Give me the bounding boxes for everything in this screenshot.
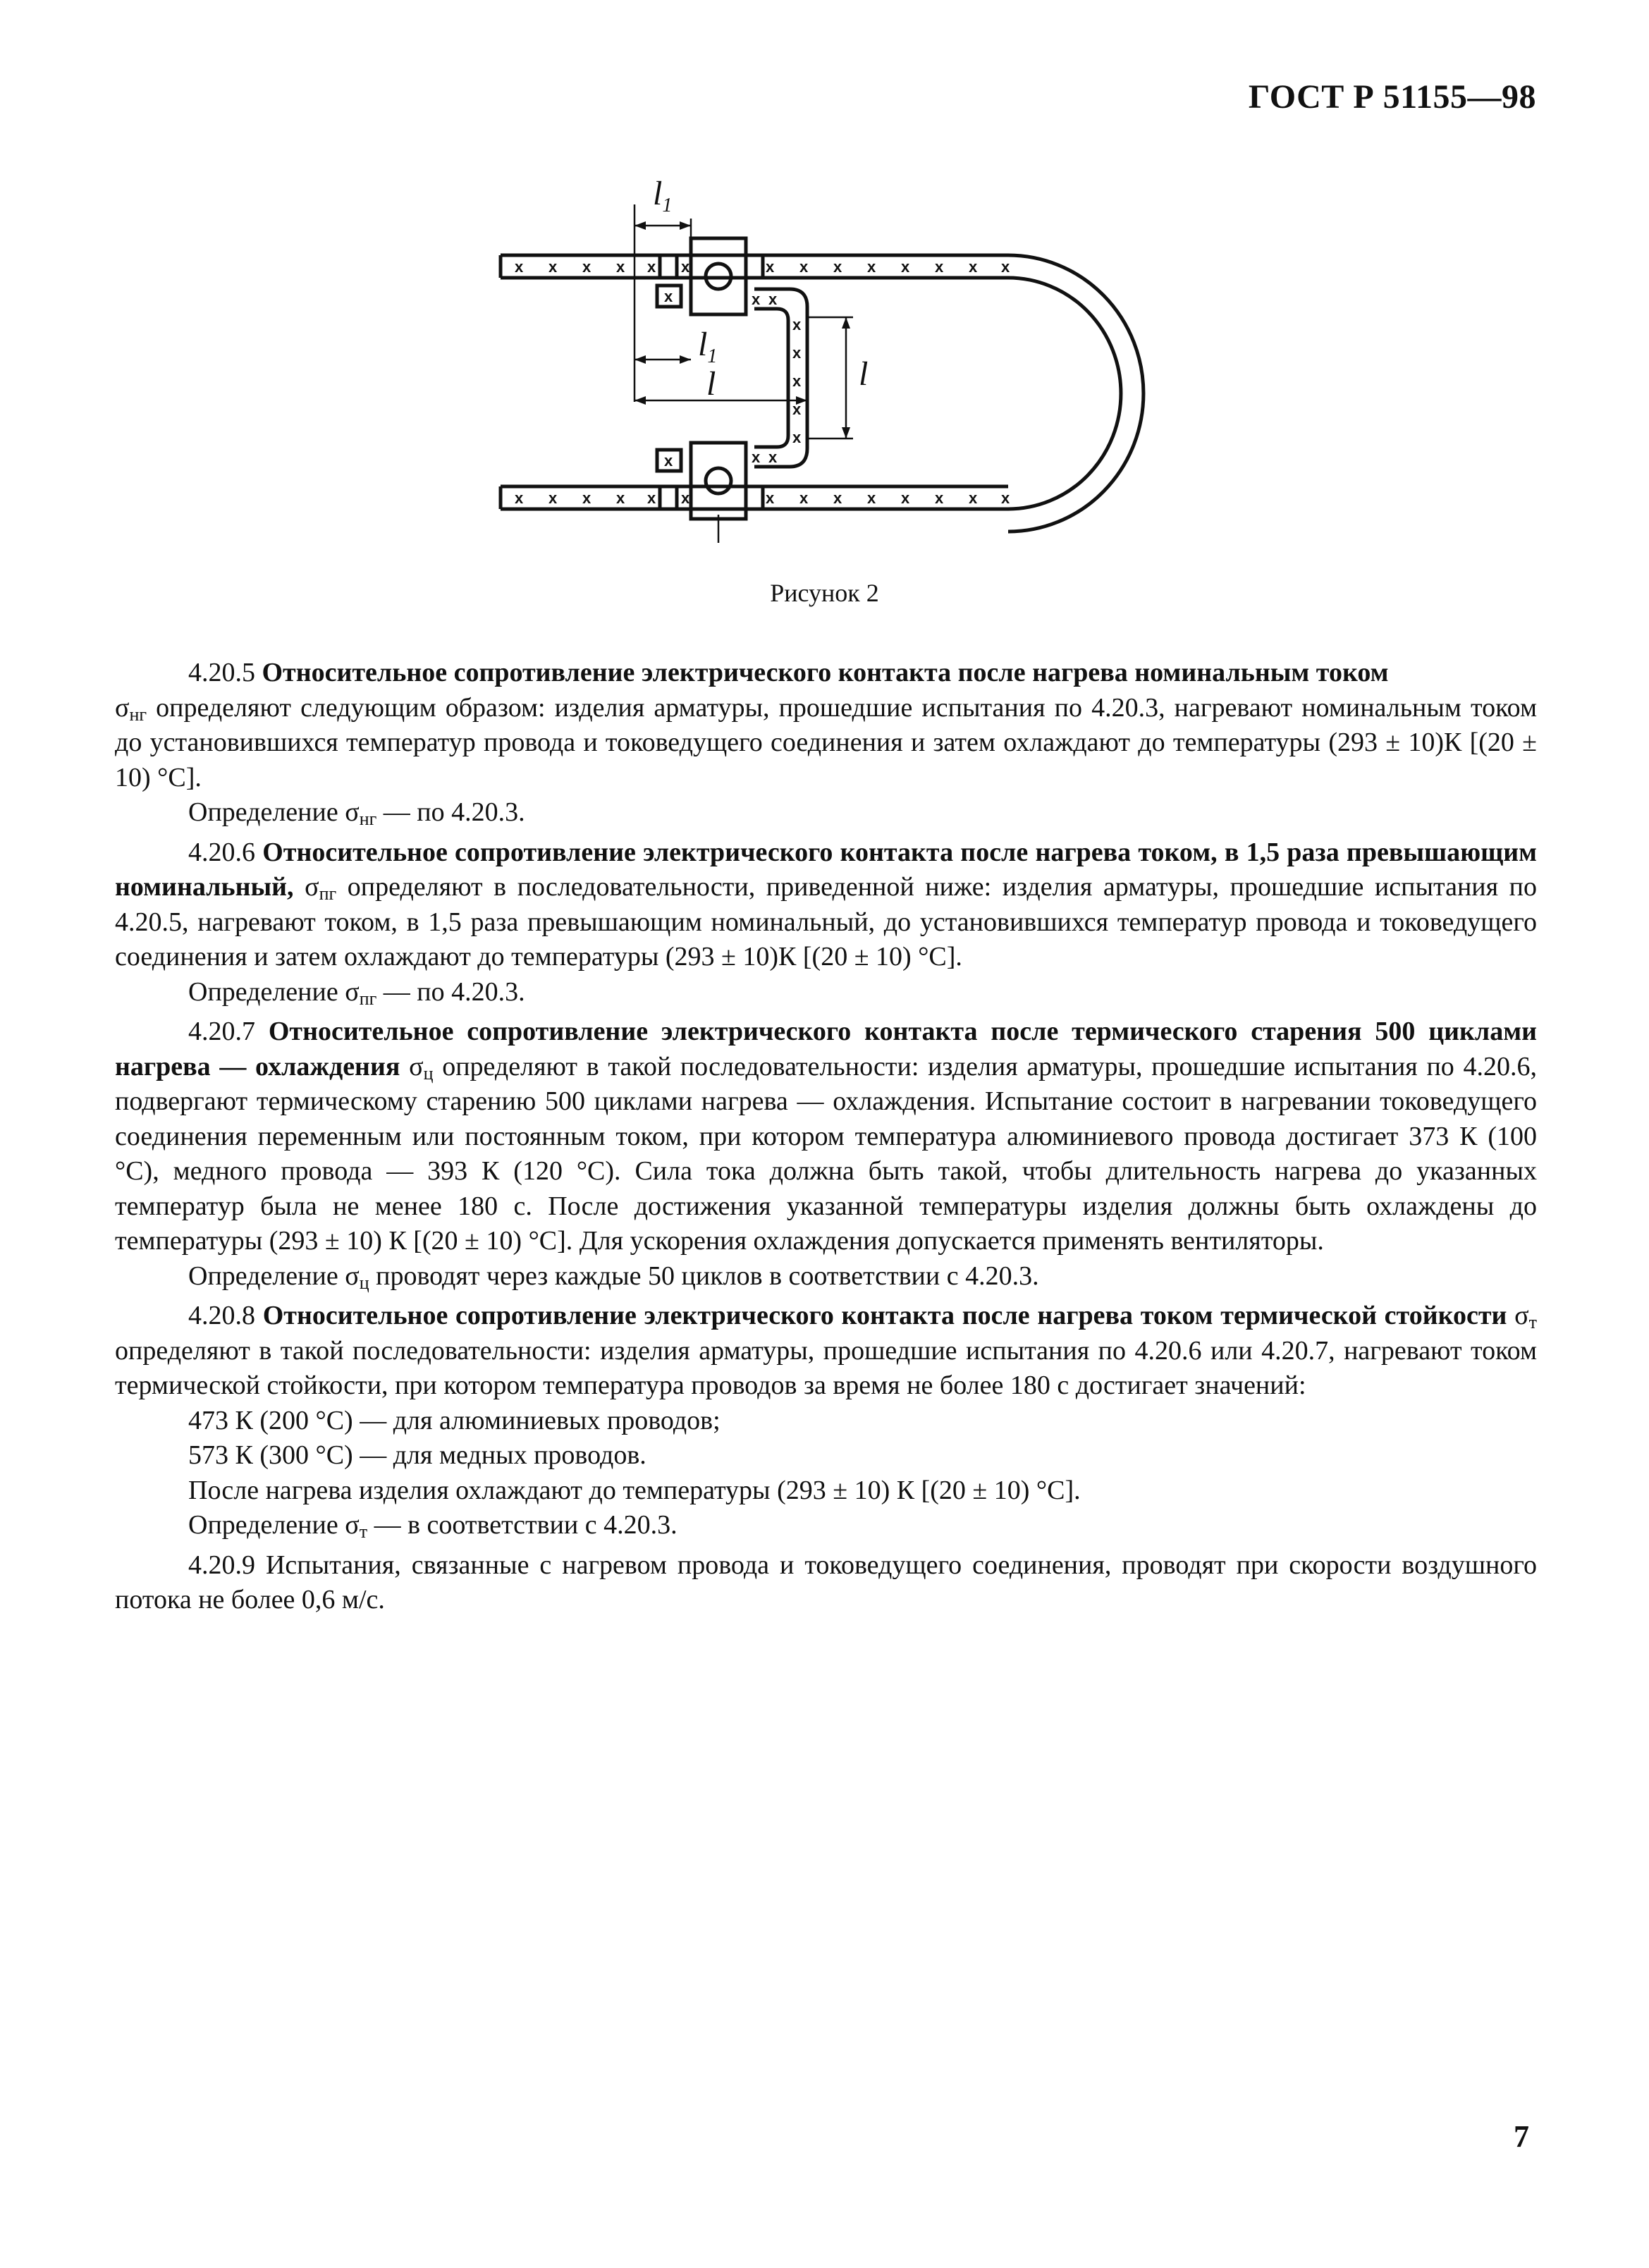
svg-text:x: x xyxy=(548,489,558,507)
svg-text:x: x xyxy=(799,258,809,276)
svg-text:x: x xyxy=(548,258,558,276)
paragraph-4-20-7: 4.20.7 Относительное сопротивление электрического контакта после термического старения 500 циклами нагрева — охлаждения $\sigma_ц$ определяют в такой последовательности: изделия арматуры, прошедшие испытания по 4.20.6, подвергают термическому старению 500 циклами нагрева — охлаждения. Испытание состоит в нагревании токоведущего соединения переменным или постоянным током, при котором температура алюминиевого провода достигает 373 К (100 °С), медного провода — 393 К (120 °С). Сила тока должна быть такой, чтобы длительность нагрева до указанных температур была не менее 180 с. После достижения указанной температуры изделия должны быть охлаждены до температуры (293 ± 10) К [(20 ± 10) °С]. Для ускорения охлаждения допускается применять вентиляторы. xyxy=(115,1017,1537,1256)
dim-label-l-mid: l xyxy=(706,365,716,403)
svg-text:x: x xyxy=(681,489,690,507)
figure-caption: Рисунок 2 xyxy=(770,579,879,607)
svg-text:x: x xyxy=(935,489,944,507)
value-copper: 573 К (300 °С) — для медных проводов. xyxy=(188,1440,646,1470)
figure-2-diagram xyxy=(486,148,1177,543)
svg-text:x: x xyxy=(647,489,656,507)
svg-text:x: x xyxy=(515,258,524,276)
svg-text:x: x xyxy=(1001,489,1010,507)
svg-text:x: x xyxy=(792,429,802,446)
page-number: 7 xyxy=(1514,2119,1529,2154)
svg-text:x: x xyxy=(681,258,690,276)
svg-text:x: x xyxy=(792,372,802,390)
svg-text:x: x xyxy=(664,452,673,470)
svg-text:x: x xyxy=(616,489,625,507)
svg-text:x: x xyxy=(1001,258,1010,276)
svg-text:x: x xyxy=(582,489,591,507)
conductor-top xyxy=(501,255,1144,532)
svg-text:x: x xyxy=(616,258,625,276)
document-header: ГОСТ Р 51155—98 xyxy=(1248,78,1536,116)
svg-text:x: x xyxy=(582,258,591,276)
svg-text:x: x xyxy=(867,258,876,276)
paragraph-4-20-5: 4.20.5 Относительное сопротивление электрического контакта после нагрева номинальным током $\sigma_{нг}$ определяют следующим образом: изделия арматуры, прошедшие испытания по 4.20.3, нагревают номинальным током до установившихся температур провода и токоведущего соединения и затем охлаждают до температуры (293 ± 10)К [(20 ± 10) °С]. xyxy=(115,658,1537,792)
svg-text:x: x xyxy=(833,489,842,507)
svg-text:x: x xyxy=(515,489,524,507)
value-aluminium: 473 К (200 °С) — для алюминиевых проводов; xyxy=(188,1405,721,1435)
svg-text:x: x xyxy=(969,258,978,276)
definition-4-20-6: Определение $\sigma_{пг}$ — по 4.20.3. xyxy=(188,976,525,1009)
svg-text:x: x xyxy=(768,290,778,308)
svg-text:x: x xyxy=(792,344,802,362)
svg-text:x: x xyxy=(901,489,910,507)
cooling-line: После нагрева изделия охлаждают до температуры (293 ± 10) К [(20 ± 10) °С]. xyxy=(188,1475,1081,1505)
svg-text:x: x xyxy=(799,489,809,507)
definition-4-20-5: Определение $\sigma_{нг}$ — по 4.20.3. xyxy=(188,797,525,829)
jumper-loop-inner xyxy=(754,309,788,447)
dim-label-l-right: l xyxy=(859,355,869,393)
clamp-bottom-bolt xyxy=(706,468,731,494)
paragraph-4-20-9: 4.20.9 Испытания, связанные с нагревом провода и токоведущего соединения, проводят при скорости воздушного потока не более 0,6 м/с. xyxy=(115,1550,1537,1614)
svg-text:x: x xyxy=(766,258,775,276)
paragraph-4-20-8: 4.20.8 Относительное сопротивление электрического контакта после нагрева током термической стойкости $\sigma_т$ определяют в такой последовательности: изделия арматуры, прошедшие испытания по 4.20.6 или 4.20.7, нагревают током термической стойкости, при котором температура проводов за время не более 180 с достигает значений: xyxy=(115,1301,1538,1400)
svg-text:x: x xyxy=(752,290,761,308)
svg-text:x: x xyxy=(833,258,842,276)
conductor-top-inner xyxy=(501,278,1121,509)
svg-text:x: x xyxy=(867,489,876,507)
svg-text:x: x xyxy=(647,258,656,276)
svg-text:x: x xyxy=(792,316,802,333)
svg-text:x: x xyxy=(752,448,761,466)
svg-text:x: x xyxy=(768,448,778,466)
paragraph-4-20-6: 4.20.6 Относительное сопротивление электрического контакта после нагрева током, в 1,5 раза превышающим номинальный, $\sigma_{пг}$ определяют в последовательности, приведенной ниже: изделия арматуры, прошедшие испытания по 4.20.5, нагревают током, в 1,5 раза превышающим номинальный, до установившихся температур провода и токоведущего соединения и затем охлаждают до температуры (293 ± 10)К [(20 ± 10) °С]. xyxy=(115,837,1537,971)
definition-4-20-7: Определение $\sigma_ц$ проводят через каждые 50 циклов в соответствии с 4.20.3. xyxy=(188,1261,1039,1293)
svg-text:x: x xyxy=(901,258,910,276)
svg-text:x: x xyxy=(766,489,775,507)
dim-label-l1-mid: $l_1$ xyxy=(698,326,718,367)
svg-text:x: x xyxy=(935,258,944,276)
svg-text:x: x xyxy=(664,288,673,305)
definition-4-20-8: Определение $\sigma_т$ — в соответствии с 4.20.3. xyxy=(188,1510,678,1542)
document-body xyxy=(115,656,1537,1618)
svg-text:x: x xyxy=(969,489,978,507)
dim-label-l1-top: $l_1$ xyxy=(653,175,673,216)
svg-text:x: x xyxy=(792,400,802,418)
